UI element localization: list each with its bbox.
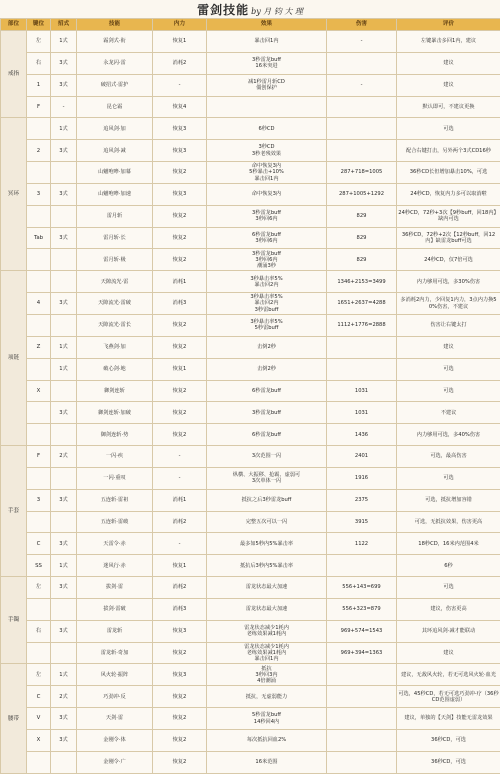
skill-cell: 风火轮·振阵	[77, 664, 153, 686]
mana-cell: 恢复2	[153, 708, 207, 730]
rating-cell: 可选	[397, 467, 500, 489]
key-cell	[27, 402, 51, 424]
damage-cell: 287+718=1005	[327, 162, 397, 184]
section-cell: 冥环	[1, 118, 27, 271]
damage-cell	[327, 140, 397, 162]
effect-cell: 抵抗之后3秒雷龙buff	[207, 489, 327, 511]
mana-cell: 恢复3	[153, 664, 207, 686]
mana-cell: -	[153, 533, 207, 555]
skill-cell: 金刚令·体	[77, 730, 153, 752]
move-cell: -	[51, 96, 77, 118]
move-cell	[51, 314, 77, 336]
key-cell	[27, 314, 51, 336]
key-cell: 4	[27, 293, 51, 315]
mana-cell: 恢复2	[153, 751, 207, 773]
key-cell: 3	[27, 489, 51, 511]
rating-cell: 默认即可，不建议更换	[397, 96, 500, 118]
skill-cell: 天雷令·赤	[77, 533, 153, 555]
rating-cell: 其环追风剑·减才能联动	[397, 620, 500, 642]
table-row	[1, 205, 500, 227]
page-title	[0, 1, 500, 18]
table-row	[1, 555, 500, 577]
move-cell: 3式	[51, 293, 77, 315]
damage-cell	[327, 730, 397, 752]
skill-cell: 拔剑·雷破	[77, 598, 153, 620]
key-cell: F	[27, 446, 51, 468]
key-cell: V	[27, 708, 51, 730]
effect-cell: 3秒暴击率5% 暴击回2内 3秒雷buff	[207, 293, 327, 315]
mana-cell: 恢复3	[153, 620, 207, 642]
key-cell: 2	[27, 140, 51, 162]
table-row	[1, 183, 500, 205]
key-cell	[27, 511, 51, 533]
mana-cell: -	[153, 446, 207, 468]
table-row	[1, 424, 500, 446]
rating-cell: 可选，无抵抗效果，伤害更高	[397, 511, 500, 533]
rating-cell: 24秒CD，恢复内力多可以取消啦	[397, 183, 500, 205]
key-cell: Tab	[27, 227, 51, 249]
skill-cell: 一闪·重叹	[77, 467, 153, 489]
skill-cell: 金刚令·广	[77, 751, 153, 773]
rating-cell: 36秒CD，可选	[397, 730, 500, 752]
title-sub: by 月 钧 大 理	[251, 7, 303, 16]
move-cell	[51, 751, 77, 773]
skill-cell: 天隙流光·雷破	[77, 293, 153, 315]
skill-cell: 拔剑·雷	[77, 577, 153, 599]
section-cell: 腰带	[1, 664, 27, 774]
effect-cell: 完整五次可以一闪	[207, 511, 327, 533]
rating-cell: 建议	[397, 336, 500, 358]
effect-cell: 3次范围一闪	[207, 446, 327, 468]
skill-cell: 雷月斩·极	[77, 249, 153, 271]
move-cell: 1式	[51, 31, 77, 53]
key-cell: 左	[27, 31, 51, 53]
skill-cell: 山魈咆哮·加幕	[77, 162, 153, 184]
rating-cell: 配合右键打击，另外两个3式CD16秒	[397, 140, 500, 162]
mana-cell: 恢复1	[153, 555, 207, 577]
move-cell: 2式	[51, 686, 77, 708]
move-cell	[51, 467, 77, 489]
section-cell: 戒指	[1, 31, 27, 118]
rating-cell: 内力够用可选，多40%伤害	[397, 424, 500, 446]
skill-cell: 五连斩·雷破	[77, 511, 153, 533]
key-cell	[27, 642, 51, 664]
skill-cell: 一闪·疾	[77, 446, 153, 468]
mana-cell: 恢复2	[153, 205, 207, 227]
damage-cell	[327, 336, 397, 358]
move-cell: 1式	[51, 118, 77, 140]
damage-cell: 287+1005+1292	[327, 183, 397, 205]
header-cell: 内力	[153, 19, 207, 31]
effect-cell: 抵抗，无虚弱能力	[207, 686, 327, 708]
table-row	[1, 511, 500, 533]
move-cell: 3式	[51, 52, 77, 74]
rating-cell: 36秒CD，可选	[397, 751, 500, 773]
mana-cell: 消耗3	[153, 293, 207, 315]
damage-cell: 3915	[327, 511, 397, 533]
move-cell: 3式	[51, 620, 77, 642]
rating-cell: 18秒CD，16米内范围4米	[397, 533, 500, 555]
move-cell: 3式	[51, 74, 77, 96]
skill-table	[0, 18, 500, 774]
move-cell: 1式	[51, 336, 77, 358]
key-cell	[27, 358, 51, 380]
key-cell: 左	[27, 577, 51, 599]
table-row	[1, 358, 500, 380]
damage-cell: 1436	[327, 424, 397, 446]
table-row	[1, 336, 500, 358]
section-cell: 手镯	[1, 577, 27, 664]
key-cell: 左	[27, 664, 51, 686]
key-cell	[27, 751, 51, 773]
section-cell: 手套	[1, 446, 27, 577]
skill-cell: 巧劲冲·反	[77, 686, 153, 708]
skill-cell: 昆仑霜	[77, 96, 153, 118]
rating-cell: 36秒CD，72秒+2次【12秒buff，回12内】缺雷龙buff可选	[397, 227, 500, 249]
rating-cell: 不建议	[397, 402, 500, 424]
skill-cell: 追风剑·减	[77, 140, 153, 162]
damage-cell: 556+143=699	[327, 577, 397, 599]
rating-cell: 6秒	[397, 555, 500, 577]
move-cell	[51, 205, 77, 227]
mana-cell: 恢复3	[153, 140, 207, 162]
damage-cell	[327, 751, 397, 773]
key-cell: SS	[27, 555, 51, 577]
rating-cell: 建议，无敌风火轮，若无可选风火轮·血光	[397, 664, 500, 686]
move-cell: 1式	[51, 555, 77, 577]
effect-cell: 雷龙状态减少1耗内 老练效果减1耗内	[207, 620, 327, 642]
title-main: 雷剑技能	[197, 3, 250, 17]
table-row	[1, 52, 500, 74]
skill-cell: 迷风行·赤	[77, 555, 153, 577]
effect-cell: 减1秒雷月斩CD 僵创保护	[207, 74, 327, 96]
effect-cell: 6秒雷龙buff	[207, 424, 327, 446]
rating-cell: 建议	[397, 52, 500, 74]
effect-cell: 每次抵抗回血2%	[207, 730, 327, 752]
mana-cell: 恢复4	[153, 96, 207, 118]
table-row	[1, 751, 500, 773]
rating-cell: 可选，最高伤害	[397, 446, 500, 468]
move-cell: 3式	[51, 577, 77, 599]
move-cell: 1式	[51, 664, 77, 686]
key-cell	[27, 249, 51, 271]
damage-cell	[327, 118, 397, 140]
mana-cell: 恢复2	[153, 424, 207, 446]
mana-cell: 恢复2	[153, 730, 207, 752]
rating-cell: 24秒CD，72秒+3次【9秒buff，回18内】缺内可选	[397, 205, 500, 227]
damage-cell	[327, 664, 397, 686]
rating-cell: 伤害让右键太打	[397, 314, 500, 336]
section-cell: 项链	[1, 271, 27, 446]
key-cell: 右	[27, 52, 51, 74]
move-cell: 3式	[51, 402, 77, 424]
effect-cell: 6秒雷龙buff	[207, 380, 327, 402]
table-row	[1, 96, 500, 118]
key-cell: C	[27, 686, 51, 708]
table-row	[1, 598, 500, 620]
damage-cell	[327, 52, 397, 74]
damage-cell: 1031	[327, 380, 397, 402]
damage-cell: 1122	[327, 533, 397, 555]
skill-cell: 五连斩·雷祖	[77, 489, 153, 511]
move-cell	[51, 424, 77, 446]
mana-cell: 恢复2	[153, 642, 207, 664]
key-cell	[27, 118, 51, 140]
mana-cell: -	[153, 467, 207, 489]
effect-cell: 雷龙状态最大加速	[207, 598, 327, 620]
mana-cell: 消耗1	[153, 489, 207, 511]
header-cell: 技能	[77, 19, 153, 31]
table-row	[1, 314, 500, 336]
mana-cell: 消耗2	[153, 577, 207, 599]
header-cell: 评价	[397, 19, 500, 31]
key-cell	[27, 162, 51, 184]
move-cell: 3式	[51, 730, 77, 752]
table-row	[1, 620, 500, 642]
damage-cell: 1031	[327, 402, 397, 424]
move-cell: 3式	[51, 140, 77, 162]
rating-cell: 左键暴击多回1内，建议	[397, 31, 500, 53]
table-row	[1, 730, 500, 752]
mana-cell: 恢复1	[153, 31, 207, 53]
move-cell	[51, 598, 77, 620]
table-row	[1, 642, 500, 664]
rating-cell: 可选，抵抗增加容错	[397, 489, 500, 511]
title-banner	[0, 0, 500, 18]
table-row	[1, 577, 500, 599]
move-cell: 2式	[51, 446, 77, 468]
table-row	[1, 271, 500, 293]
skill-cell: 天隙流光·雷	[77, 271, 153, 293]
effect-cell: 3秒雷龙buff	[207, 402, 327, 424]
effect-cell: 5秒雷龙buff 14秒回4内	[207, 708, 327, 730]
mana-cell: 恢复3	[153, 183, 207, 205]
damage-cell: 969+394=1363	[327, 642, 397, 664]
table-row	[1, 402, 500, 424]
move-cell	[51, 162, 77, 184]
rating-cell: 建议，伤害更高	[397, 598, 500, 620]
move-cell: 3式	[51, 708, 77, 730]
table-row	[1, 140, 500, 162]
skill-cell: 追风剑·加	[77, 118, 153, 140]
skill-cell: 御剑连斩·势	[77, 424, 153, 446]
skill-cell: 雷月斩·长	[77, 227, 153, 249]
effect-cell: 3秒CD 3秒老残效果	[207, 140, 327, 162]
damage-cell: 1916	[327, 467, 397, 489]
damage-cell: 2375	[327, 489, 397, 511]
move-cell	[51, 271, 77, 293]
damage-cell	[327, 555, 397, 577]
table-row	[1, 708, 500, 730]
mana-cell: 恢复2	[153, 249, 207, 271]
rating-cell: 24秒CD，仅7倍可选	[397, 249, 500, 271]
key-cell: Z	[27, 336, 51, 358]
damage-cell: 829	[327, 227, 397, 249]
move-cell	[51, 642, 77, 664]
effect-cell: 命中恢复3内	[207, 183, 327, 205]
header-cell: 键位	[27, 19, 51, 31]
damage-cell: 1346+2153=3499	[327, 271, 397, 293]
mana-cell: 恢复1	[153, 358, 207, 380]
header-cell: 招式	[51, 19, 77, 31]
table-row	[1, 489, 500, 511]
effect-cell: 3秒暴击率5% 5秒雷buff	[207, 314, 327, 336]
damage-cell: 829	[327, 205, 397, 227]
damage-cell: 1112+1776=2888	[327, 314, 397, 336]
table-row	[1, 446, 500, 468]
key-cell	[27, 424, 51, 446]
move-cell: 3式	[51, 489, 77, 511]
mana-cell: 恢复2	[153, 336, 207, 358]
mana-cell: 消耗3	[153, 598, 207, 620]
mana-cell: 恢复2	[153, 227, 207, 249]
key-cell: 1	[27, 74, 51, 96]
effect-cell: 3秒雷龙buff 3秒回6内	[207, 205, 327, 227]
table-row	[1, 380, 500, 402]
rating-cell: 内力够用可选，多30%伤害	[397, 271, 500, 293]
move-cell: 3式	[51, 227, 77, 249]
mana-cell: 恢复2	[153, 402, 207, 424]
rating-cell: 可选	[397, 118, 500, 140]
header-cell: 部位	[1, 19, 27, 31]
key-cell: F	[27, 96, 51, 118]
key-cell: C	[27, 533, 51, 555]
skill-cell: 雷龙斩·奇加	[77, 642, 153, 664]
rating-cell: 多消耗2内力，少回复1内力，3点内力换50%伤害，不建议	[397, 293, 500, 315]
effect-cell: 6秒雷龙buff 3秒回6内	[207, 227, 327, 249]
rating-cell: 可选	[397, 358, 500, 380]
rating-cell: 建议，单独的【天剑】技能无雷龙效果	[397, 708, 500, 730]
skill-cell: 御剑连斩	[77, 380, 153, 402]
effect-cell: 3秒雷龙buff 3秒回6内 潮涌3秒	[207, 249, 327, 271]
mana-cell: 消耗2	[153, 52, 207, 74]
effect-cell: 抵抗后3秒内5%暴击率	[207, 555, 327, 577]
damage-cell	[327, 708, 397, 730]
effect-cell: 纵横、大振移、抢霸、虚弱可 3次单体一闪	[207, 467, 327, 489]
damage-cell	[327, 686, 397, 708]
key-cell: 3	[27, 183, 51, 205]
rating-cell: 可选	[397, 577, 500, 599]
effect-cell: 击倒2秒	[207, 336, 327, 358]
move-cell	[51, 511, 77, 533]
skill-cell: 霜剑式·衔	[77, 31, 153, 53]
key-cell	[27, 598, 51, 620]
table-row	[1, 664, 500, 686]
damage-cell: 1651+2637=4288	[327, 293, 397, 315]
effect-cell: 雷龙状态减少1耗内 老练效果减1耗内 暴击回1内	[207, 642, 327, 664]
effect-cell: 6秒CD	[207, 118, 327, 140]
effect-cell: 雷龙状态最大加速	[207, 577, 327, 599]
skill-cell: 雷龙斩	[77, 620, 153, 642]
mana-cell: -	[153, 74, 207, 96]
key-cell	[27, 205, 51, 227]
damage-cell	[327, 358, 397, 380]
table-row	[1, 227, 500, 249]
damage-cell: -	[327, 31, 397, 53]
rating-cell: 建议	[397, 642, 500, 664]
table-row	[1, 162, 500, 184]
skill-cell: 破心剑·地	[77, 358, 153, 380]
mana-cell: 消耗2	[153, 511, 207, 533]
mana-cell: 恢复2	[153, 314, 207, 336]
key-cell	[27, 467, 51, 489]
skill-cell: 飞燕剑·加	[77, 336, 153, 358]
skill-cell: 山魈咆哮·加速	[77, 183, 153, 205]
skill-cell: 破招式·雷护	[77, 74, 153, 96]
effect-cell: 命中恢复3内 5秒暴击+10% 暴击回1内	[207, 162, 327, 184]
damage-cell: 829	[327, 249, 397, 271]
skill-cell: 永龙闪·雷	[77, 52, 153, 74]
damage-cell: 969+574=1543	[327, 620, 397, 642]
effect-cell	[207, 96, 327, 118]
key-cell: X	[27, 380, 51, 402]
move-cell: 3式	[51, 183, 77, 205]
skill-cell: 雷月斩	[77, 205, 153, 227]
table-row	[1, 118, 500, 140]
table-header	[1, 19, 500, 31]
table-row	[1, 467, 500, 489]
skill-cell: 天剑·雷	[77, 708, 153, 730]
damage-cell	[327, 96, 397, 118]
skill-cell: 天隙流光·雷长	[77, 314, 153, 336]
key-cell	[27, 271, 51, 293]
effect-cell: 击倒2秒	[207, 358, 327, 380]
header-cell: 效果	[207, 19, 327, 31]
effect-cell: 暴击回1内	[207, 31, 327, 53]
effect-cell: 最多如5秒内5%暴击率	[207, 533, 327, 555]
table-row	[1, 31, 500, 53]
table-row	[1, 249, 500, 271]
damage-cell: 556+323=879	[327, 598, 397, 620]
effect-cell: 抵抗 3秒回3内 4倍潮涌	[207, 664, 327, 686]
mana-cell: 恢复2	[153, 686, 207, 708]
header-cell: 伤害	[327, 19, 397, 31]
effect-cell: 16米范围	[207, 751, 327, 773]
mana-cell: 恢复3	[153, 118, 207, 140]
table-row	[1, 293, 500, 315]
key-cell: X	[27, 730, 51, 752]
skill-cell: 御剑连斩·加破	[77, 402, 153, 424]
damage-cell: 2401	[327, 446, 397, 468]
mana-cell: 恢复2	[153, 162, 207, 184]
rating-cell: 建议	[397, 74, 500, 96]
rating-cell: 可选，45秒CD，若无可选巧劲冲·疗（36秒CD范围虚弱）	[397, 686, 500, 708]
effect-cell: 3秒雷龙buff 16米突进	[207, 52, 327, 74]
rating-cell: 可选	[397, 380, 500, 402]
table-row	[1, 686, 500, 708]
move-cell: 1式	[51, 358, 77, 380]
rating-cell: 36秒CD长但增加暴击10%，可选	[397, 162, 500, 184]
move-cell	[51, 380, 77, 402]
mana-cell: 消耗1	[153, 271, 207, 293]
move-cell: 3式	[51, 533, 77, 555]
mana-cell: 恢复2	[153, 380, 207, 402]
table-row	[1, 74, 500, 96]
move-cell	[51, 249, 77, 271]
table-row	[1, 533, 500, 555]
effect-cell: 3秒暴击率5% 暴击回2内	[207, 271, 327, 293]
key-cell: 右	[27, 620, 51, 642]
damage-cell: -	[327, 74, 397, 96]
